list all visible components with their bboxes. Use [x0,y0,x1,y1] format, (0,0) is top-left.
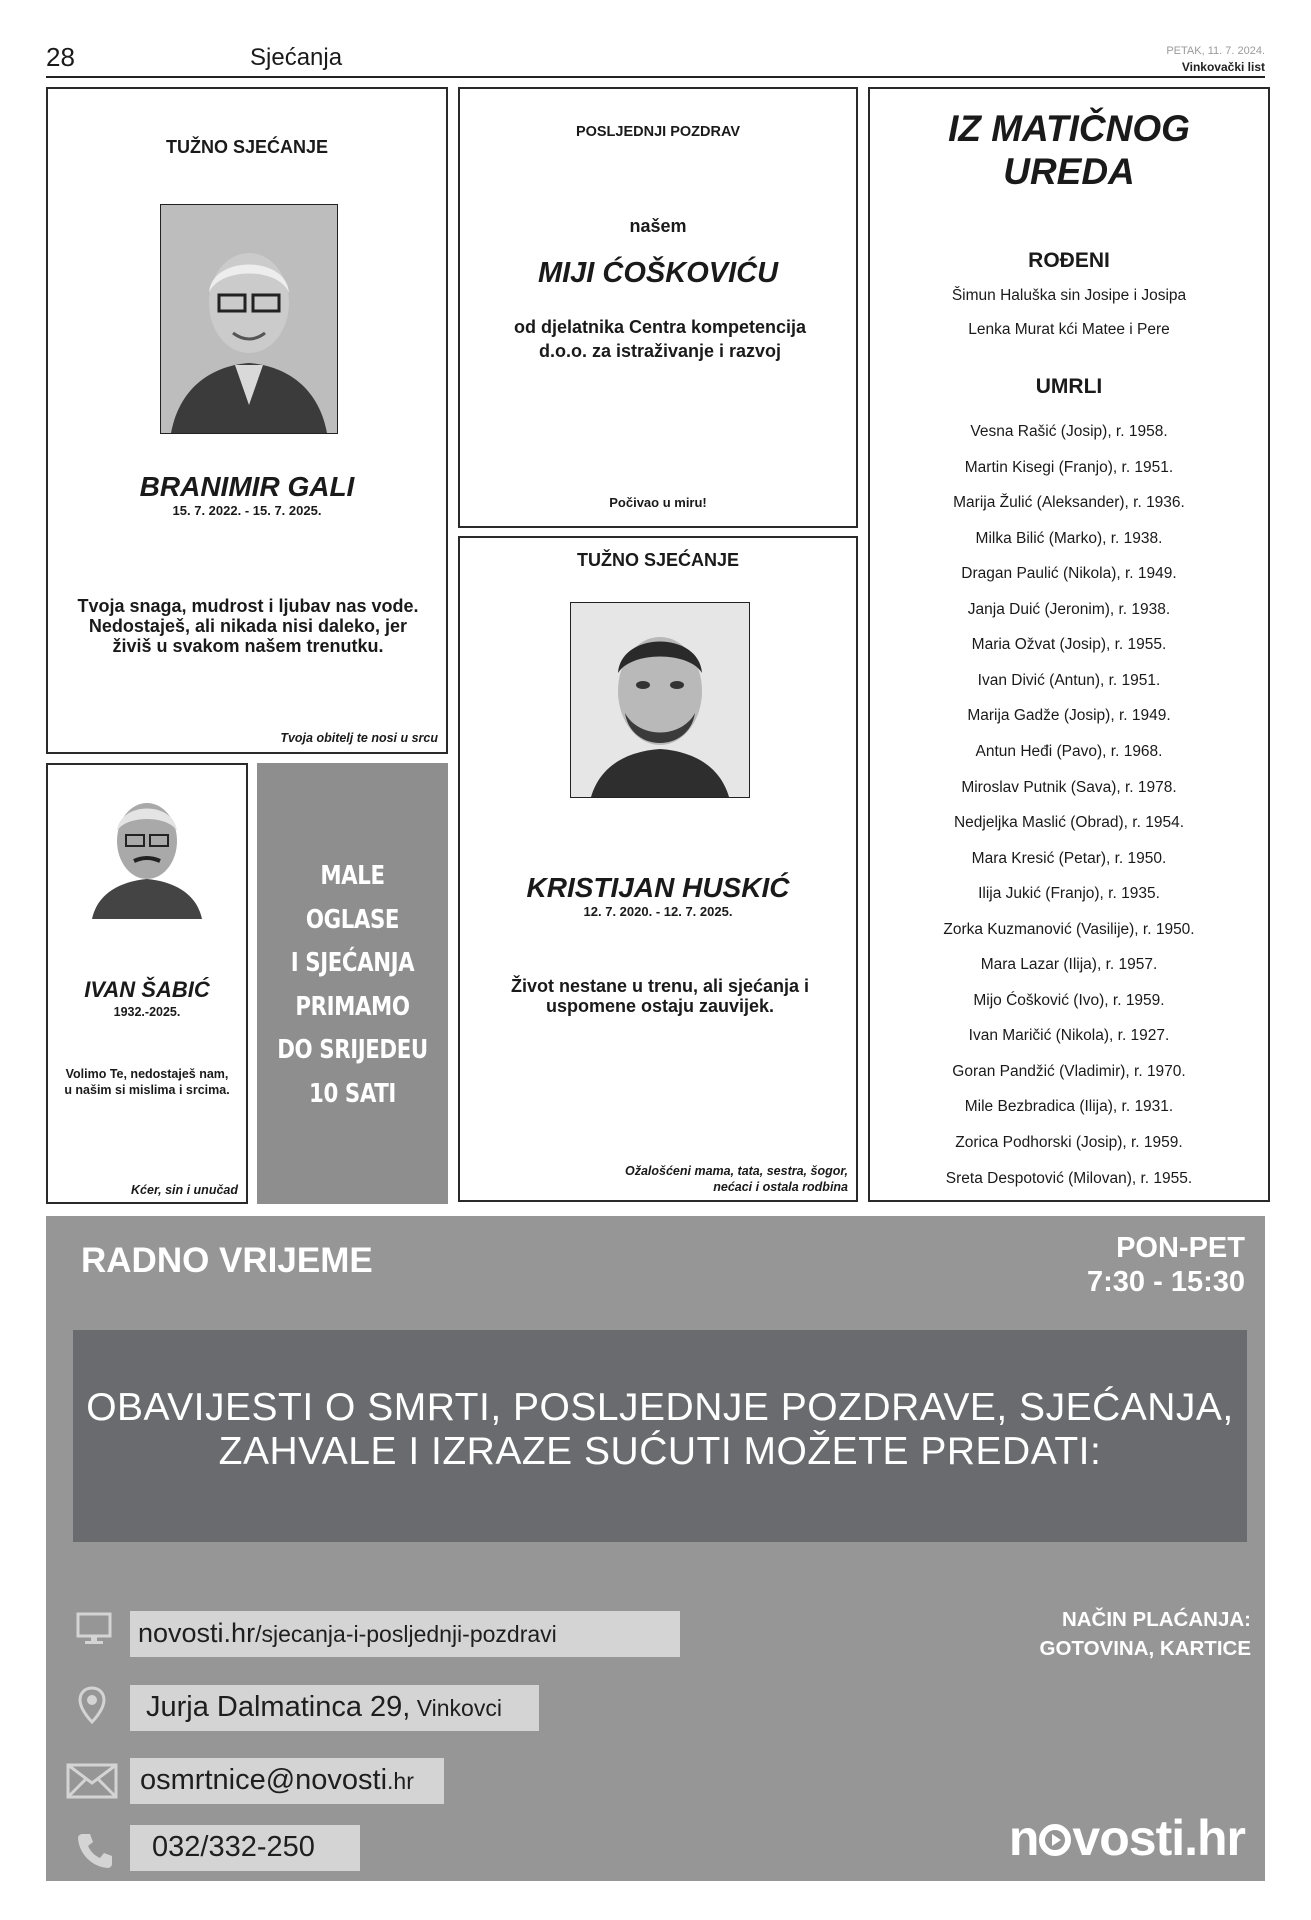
address-city: Vinkovci [410,1695,502,1721]
born-entry: Šimun Haluška sin Josipe i Josipa [951,287,1187,304]
died-entry: Mara Lazar (Ilija), r. 1957. [980,956,1158,974]
hours-days: PON-PET [1116,1232,1245,1264]
ad-line: DO SRIJEDEU [277,1035,428,1065]
died-entry: Nedjeljka Maslić (Obrad), r. 1954. [953,814,1184,832]
deceased-name: IVAN ŠABIĆ [84,977,210,1002]
died-entry: Janja Duić (Jeronim), r. 1938. [967,600,1171,618]
born-entry: Lenka Murat kći Matee i Pere [968,321,1170,338]
notice-heading: TUŽNO SJEĆANJE [576,550,740,570]
died-entry: Marija Žulić (Aleksander), r. 1936. [953,494,1185,512]
website-domain: novosti.hr [138,1618,256,1648]
died-entry: Maria Ožvat (Josip), r. 1955. [971,636,1167,654]
portrait-image [161,205,337,433]
hours-time: 7:30 - 15:30 [1087,1266,1245,1298]
newspaper-name: Vinkovački list [1181,60,1265,74]
deceased-name: MIJI ĆOŠKOVIĆU [537,257,779,289]
novosti-logo [1009,1809,1245,1867]
section-title: Sjećanja [250,44,343,71]
notice-branimir-gali [46,87,448,754]
phone-icon [76,1830,116,1870]
died-entry: Dragan Paulić (Nikola), r. 1949. [961,565,1177,583]
died-entry: Mara Kresić (Petar), r. 1950. [971,849,1167,867]
address-street: Jurja Dalmatinca 29, [146,1691,411,1723]
info-banner [73,1330,1247,1542]
hours-title: RADNO VRIJEME [81,1241,373,1280]
ad-line: I SJEĆANJA [290,948,415,978]
deceased-name: BRANIMIR GALI [139,471,355,502]
died-entry: Mile Bezbradica (Ilija), r. 1931. [964,1098,1174,1116]
notice-signature: Kćer, sin i unučad [131,1183,238,1197]
ad-line: 10 SATI [309,1078,396,1109]
died-entry: Antun Heđi (Pavo), r. 1968. [975,742,1163,760]
phone-number[interactable]: 032/332-250 [130,1825,360,1871]
died-entry: Zorka Kuzmanović (Vasilije), r. 1950. [943,920,1195,938]
email-tld: .hr [387,1768,414,1794]
notice-kristijan-huskic [458,536,858,1202]
location-pin-icon [78,1686,106,1726]
email-link[interactable] [130,1758,444,1804]
died-entry: Sreta Despotović (Milovan), r. 1955. [945,1169,1193,1187]
died-entry: Martin Kisegi (Franjo), r. 1951. [964,458,1174,476]
died-entry: Ivan Maričić (Nikola), r. 1927. [968,1027,1170,1045]
born-heading: ROĐENI [1028,249,1110,272]
ad-line: PRIMAMO [295,991,410,1022]
died-entry: Zorica Podhorski (Josip), r. 1959. [955,1134,1183,1151]
small-ads-box [257,763,448,1204]
portrait-image [571,603,749,797]
logo-letter: n [1008,1810,1039,1866]
monitor-icon [76,1612,112,1646]
notice-signature-line-2: nećaci i ostala rodbina [713,1180,848,1194]
logo-play-icon [1038,1823,1072,1857]
notice-from: od djelatnika Centra kompetencija d.o.o. za istraživanje i razvoj [513,317,807,361]
died-entry: Goran Pandžić (Vladimir), r. 1970. [952,1062,1186,1080]
deceased-dates: 15. 7. 2022. - 15. 7. 2025. [172,503,322,518]
logo-text: vosti.hr [1072,1810,1245,1866]
died-entry: Ivan Divić (Antun), r. 1951. [977,671,1161,689]
portrait-photo [160,204,338,434]
notice-text: Život nestane u trenu, ali sjećanja i uspomene ostaju zauvijek. [510,976,810,1016]
notice-signature: Tvoja obitelj te nosi u srcu [280,731,438,745]
died-entry: Milka Bilić (Marko), r. 1938. [975,529,1163,547]
died-entry: Ilija Jukić (Franjo), r. 1935. [978,885,1160,903]
page-number: 28 [46,42,75,72]
header-divider [46,76,1265,78]
notice-ivan-sabic [46,763,248,1204]
notice-prefix: našem [629,216,687,236]
notice-signature-line-1: Ožalošćeni mama, tata, sestra, šogor, [624,1164,848,1178]
ad-line: OGLASE [305,904,400,935]
notice-heading: TUŽNO SJEĆANJE [165,137,329,157]
registry-title-line-1: IZ MATIČNOG [948,108,1190,149]
notice-mijo-coskovic [458,87,858,528]
died-entry: Vesna Rašić (Josip), r. 1958. [970,423,1168,440]
address [130,1685,539,1731]
payment-heading: NAČIN PLAĆANJA: [1061,1608,1251,1631]
portrait-photo [88,779,206,919]
registry-box [868,87,1270,1202]
notice-text: Volimo Te, nedostaješ nam, u našim si mislima i srcima. [64,1067,230,1097]
died-entry: Miroslav Putnik (Sava), r. 1978. [961,778,1177,796]
small-ads-text [274,855,431,1116]
envelope-icon [66,1763,118,1799]
notice-heading: POSLJEDNJI POZDRAV [575,124,741,140]
died-entry: Marija Gadže (Josip), r. 1949. [967,707,1171,725]
deceased-name: KRISTIJAN HUSKIĆ [526,872,790,903]
died-heading: UMRLI [1035,375,1103,398]
issue-date: PETAK, 11. 7. 2024. [1166,45,1265,57]
portrait-photo [570,602,750,798]
website-link[interactable] [130,1611,680,1657]
email-address: osmrtnice@novosti [140,1764,388,1796]
notice-footer: Počivao u miru! [609,495,707,510]
ad-line: MALE [320,861,385,891]
notice-text: Tvoja snaga, mudrost i ljubav nas vode. Nedostaješ, ali nikada nisi daleko, jer živiš u svakom našem trenutku. [77,596,419,656]
banner-line-1: OBAVIJESTI O SMRTI, POSLJEDNJE POZDRAVE, SJEĆANJA, [86,1386,1234,1429]
payment-methods: GOTOVINA, KARTICE [1039,1637,1251,1660]
website-path: /sjecanja-i-posljednji-pozdravi [255,1621,557,1647]
died-entry: Mijo Ćošković (Ivo), r. 1959. [973,991,1165,1009]
registry-title [870,107,1268,193]
portrait-image [88,779,206,919]
deceased-dates: 1932.-2025. [113,1005,181,1019]
registry-title-line-2: UREDA [1003,151,1135,192]
deceased-dates: 12. 7. 2020. - 12. 7. 2025. [583,904,733,919]
banner-line-2: ZAHVALE I IZRAZE SUĆUTI MOŽETE PREDATI: [218,1430,1102,1473]
